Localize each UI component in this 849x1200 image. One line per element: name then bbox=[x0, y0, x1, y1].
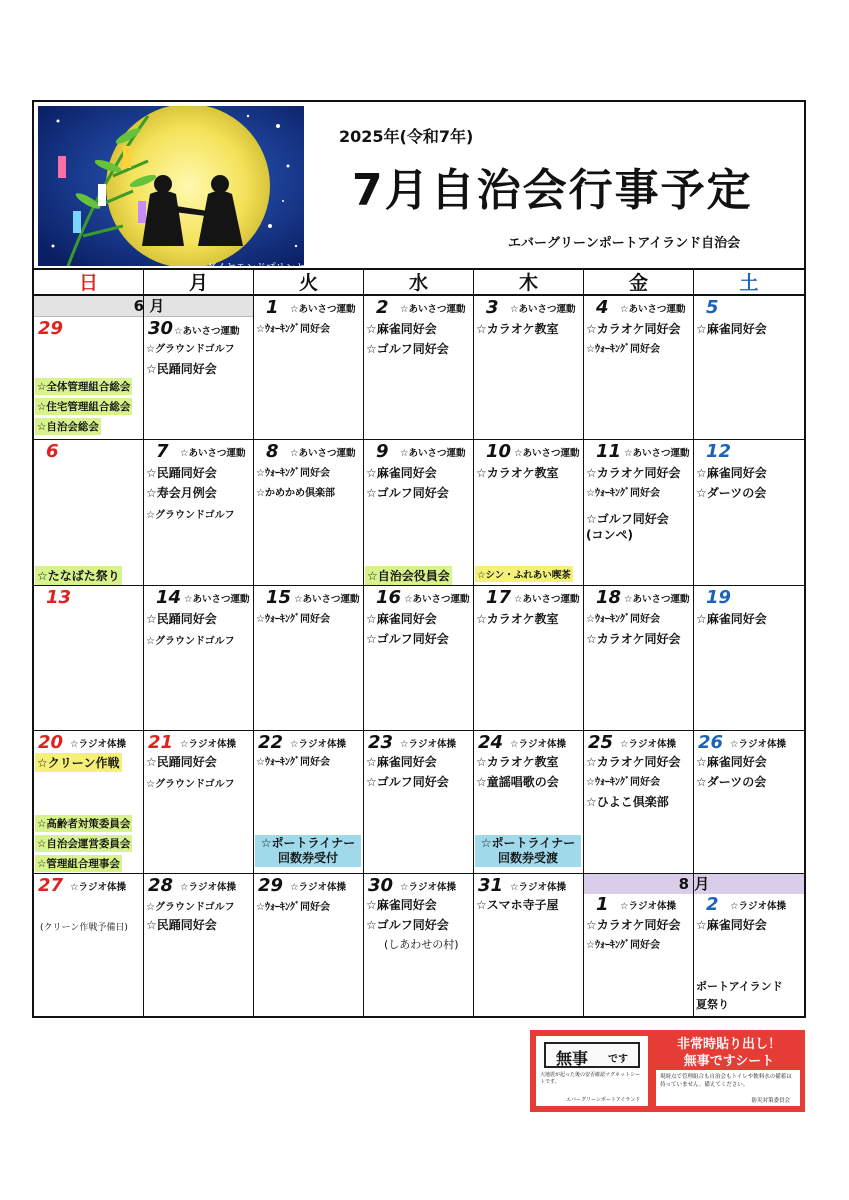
day-number: 3 bbox=[486, 297, 499, 318]
event: ☆ｳｫｰｷﾝｸﾞ同好会 bbox=[256, 757, 330, 768]
event: ☆民踊同好会 bbox=[146, 362, 217, 376]
event: ☆カラオケ教室 bbox=[476, 466, 559, 480]
event-note: ☆ラジオ体操 bbox=[180, 739, 237, 750]
event-note: ☆あいさつ運動 bbox=[514, 594, 580, 605]
calendar-frame bbox=[32, 100, 806, 1018]
event-note: ☆あいさつ運動 bbox=[510, 304, 576, 315]
event-note: ☆あいさつ運動 bbox=[620, 304, 686, 315]
event: ☆グラウンドゴルフ bbox=[146, 779, 235, 790]
day-cell[interactable] bbox=[364, 296, 474, 440]
day-cell[interactable] bbox=[254, 586, 364, 731]
event-note: ☆あいさつ運動 bbox=[624, 594, 690, 605]
june-label: 6 月 bbox=[133, 297, 165, 315]
event-note: ☆あいさつ運動 bbox=[400, 304, 466, 315]
event: ☆カラオケ同好会 bbox=[586, 466, 681, 480]
event: ☆グラウンドゴルフ bbox=[146, 636, 235, 647]
day-cell[interactable] bbox=[474, 440, 584, 586]
event: ☆ｳｫｰｷﾝｸﾞ同好会 bbox=[256, 468, 330, 479]
day-cell[interactable] bbox=[694, 586, 804, 731]
event: ☆ｳｫｰｷﾝｸﾞ同好会 bbox=[586, 614, 660, 625]
event: ポートアイランド bbox=[696, 980, 783, 993]
event: ☆麻雀同好会 bbox=[366, 322, 437, 336]
day-cell[interactable] bbox=[34, 440, 144, 586]
event: (しあわせの村) bbox=[384, 938, 459, 951]
day-cell[interactable] bbox=[694, 731, 804, 874]
event: ☆カラオケ教室 bbox=[476, 322, 559, 336]
header bbox=[34, 102, 804, 274]
event: ☆カラオケ同好会 bbox=[586, 755, 681, 769]
event: ☆麻雀同好会 bbox=[696, 322, 767, 336]
weekday-header bbox=[34, 268, 804, 296]
event-note: ☆あいさつ運動 bbox=[184, 594, 250, 605]
sticker-badge bbox=[544, 1042, 640, 1068]
event: 夏祭り bbox=[696, 998, 729, 1011]
day-cell[interactable] bbox=[254, 874, 364, 1018]
event: ☆麻雀同好会 bbox=[696, 918, 767, 932]
day-number: 8 bbox=[266, 441, 279, 462]
event-highlight: ☆自治会総会 bbox=[35, 418, 101, 435]
day-number: 17 bbox=[486, 587, 512, 608]
event: ☆かめかめ倶楽部 bbox=[256, 488, 335, 499]
day-cell[interactable] bbox=[144, 731, 254, 874]
day-number: 6 bbox=[46, 441, 59, 462]
event: ☆ｳｫｰｷﾝｸﾞ同好会 bbox=[256, 614, 330, 625]
event: ☆童謡唱歌の会 bbox=[476, 775, 559, 789]
event: ☆ゴルフ同好会 bbox=[366, 632, 449, 646]
event: ☆麻雀同好会 bbox=[696, 612, 767, 626]
event: ☆麻雀同好会 bbox=[366, 466, 437, 480]
day-number: 22 bbox=[258, 732, 284, 753]
event-note: ☆ラジオ体操 bbox=[620, 901, 677, 912]
day-number: 14 bbox=[156, 587, 182, 608]
day-number: 30 bbox=[148, 318, 174, 339]
event-note: ☆あいさつ運動 bbox=[404, 594, 470, 605]
sticker-left-text: 大地震が起った後の安否確認マグネットシートです。 bbox=[540, 1072, 640, 1085]
event: ☆麻雀同好会 bbox=[366, 612, 437, 626]
day-cell[interactable] bbox=[584, 440, 694, 586]
august-label: 8 月 bbox=[678, 875, 710, 893]
day-cell[interactable] bbox=[694, 440, 804, 586]
day-number: 10 bbox=[486, 441, 512, 462]
day-cell[interactable] bbox=[694, 874, 804, 1018]
day-cell[interactable] bbox=[34, 586, 144, 731]
day-number: 25 bbox=[588, 732, 614, 753]
event: (コンペ) bbox=[586, 528, 633, 542]
day-cell[interactable] bbox=[34, 731, 144, 874]
event: ☆カラオケ同好会 bbox=[586, 632, 681, 646]
event-note: ☆ラジオ体操 bbox=[400, 882, 457, 893]
event: ☆麻雀同好会 bbox=[366, 898, 437, 912]
day-number: 28 bbox=[148, 875, 174, 896]
event: ☆カラオケ教室 bbox=[476, 612, 559, 626]
day-number: 2 bbox=[706, 894, 719, 915]
event: ☆スマホ寺子屋 bbox=[476, 898, 559, 912]
week-4 bbox=[34, 731, 804, 874]
sticker-left-org: エバーグリーンポートアイランド bbox=[566, 1097, 641, 1103]
organization-name: エバーグリーンポートアイランド自治会 bbox=[508, 236, 741, 251]
day-cell[interactable] bbox=[584, 586, 694, 731]
day-number: 16 bbox=[376, 587, 402, 608]
event: ☆ゴルフ同好会 bbox=[366, 775, 449, 789]
event: ☆民踊同好会 bbox=[146, 466, 217, 480]
day-cell[interactable] bbox=[34, 874, 144, 1018]
event: ☆ｳｫｰｷﾝｸﾞ同好会 bbox=[256, 902, 330, 913]
event-highlight: ☆自治会役員会 bbox=[365, 566, 452, 585]
safety-sticker bbox=[530, 1030, 805, 1112]
day-number: 1 bbox=[596, 894, 609, 915]
day-cell[interactable] bbox=[474, 731, 584, 874]
event: ☆麻雀同好会 bbox=[696, 755, 767, 769]
day-cell[interactable] bbox=[694, 296, 804, 440]
event-note: ☆ラジオ体操 bbox=[180, 882, 237, 893]
day-number: 30 bbox=[368, 875, 394, 896]
day-cell[interactable] bbox=[144, 440, 254, 586]
sticker-right-text: 現時点で管理組合も自治会もトイレや飲料水の備蓄は持っていません。備えてください。 bbox=[660, 1074, 792, 1088]
day-cell[interactable] bbox=[144, 874, 254, 1018]
day-number: 11 bbox=[596, 441, 622, 462]
day-number: 12 bbox=[706, 441, 732, 462]
event-note: ☆ラジオ体操 bbox=[620, 739, 677, 750]
event: ☆ｳｫｰｷﾝｸﾞ同好会 bbox=[586, 488, 660, 499]
day-cell[interactable] bbox=[364, 586, 474, 731]
weekday-tue: 火 bbox=[254, 270, 364, 296]
week-2 bbox=[34, 440, 804, 586]
event-highlight: ☆自治会運営委員会 bbox=[35, 835, 132, 852]
sticker-badge-suffix: です bbox=[608, 1054, 628, 1065]
event: ☆ゴルフ同好会 bbox=[586, 512, 669, 526]
day-cell[interactable] bbox=[254, 731, 364, 874]
event: ☆グラウンドゴルフ bbox=[146, 510, 235, 521]
day-number: 29 bbox=[38, 318, 64, 339]
event-note: ☆ラジオ体操 bbox=[70, 882, 127, 893]
calendar-grid bbox=[34, 268, 804, 1018]
event-note: ☆ラジオ体操 bbox=[70, 739, 127, 750]
sticker-right-panel bbox=[656, 1070, 800, 1106]
day-cell[interactable] bbox=[474, 874, 584, 1018]
weekday-mon: 月 bbox=[144, 270, 254, 296]
year-label: 2025年(令和7年) bbox=[339, 127, 474, 146]
event: ☆ｳｫｰｷﾝｸﾞ同好会 bbox=[586, 940, 660, 951]
event-note: ☆あいさつ運動 bbox=[290, 304, 356, 315]
event: ☆カラオケ同好会 bbox=[586, 918, 681, 932]
weekday-thu: 木 bbox=[474, 270, 584, 296]
event: ☆民踊同好会 bbox=[146, 612, 217, 626]
event-highlight: ☆たなばた祭り bbox=[35, 566, 122, 585]
weekday-fri: 金 bbox=[584, 270, 694, 296]
day-number: 23 bbox=[368, 732, 394, 753]
event: (クリーン作戦予備日) bbox=[40, 923, 128, 933]
day-cell[interactable] bbox=[364, 440, 474, 586]
event: ☆グラウンドゴルフ bbox=[146, 344, 235, 355]
day-number: 24 bbox=[478, 732, 504, 753]
event-note: ☆ラジオ体操 bbox=[510, 739, 567, 750]
event: ☆ｳｫｰｷﾝｸﾞ同好会 bbox=[586, 777, 660, 788]
event: ☆民踊同好会 bbox=[146, 755, 217, 769]
event: ☆ｳｫｰｷﾝｸﾞ同好会 bbox=[586, 344, 660, 355]
event: ☆ゴルフ同好会 bbox=[366, 342, 449, 356]
event-highlight: ☆管理組合理事会 bbox=[35, 855, 122, 872]
event-note: ☆あいさつ運動 bbox=[294, 594, 360, 605]
page-title: 7月自治会行事予定 bbox=[352, 165, 753, 216]
day-number: 1 bbox=[266, 297, 279, 318]
event-note: ☆ラジオ体操 bbox=[510, 882, 567, 893]
event-note: ☆あいさつ運動 bbox=[514, 448, 580, 459]
day-cell[interactable] bbox=[144, 586, 254, 731]
day-cell[interactable] bbox=[364, 731, 474, 874]
day-number: 2 bbox=[376, 297, 389, 318]
day-cell[interactable] bbox=[34, 296, 144, 440]
day-cell[interactable] bbox=[584, 296, 694, 440]
day-number: 9 bbox=[376, 441, 389, 462]
event-note: ☆ラジオ体操 bbox=[730, 901, 787, 912]
day-number: 15 bbox=[266, 587, 292, 608]
sticker-badge-title: 無事 bbox=[556, 1049, 589, 1068]
event-highlight: ☆ポートライナー回数券受渡 bbox=[475, 835, 581, 867]
day-number: 29 bbox=[258, 875, 284, 896]
week-1 bbox=[34, 296, 804, 440]
event: ☆カラオケ同好会 bbox=[586, 322, 681, 336]
image-caption: ダイヤモンドプリンセス bbox=[206, 263, 316, 274]
event-highlight: ☆ポートライナー回数券受付 bbox=[255, 835, 361, 867]
day-number: 27 bbox=[38, 875, 64, 896]
day-cell[interactable] bbox=[584, 731, 694, 874]
day-cell[interactable] bbox=[474, 586, 584, 731]
event-note: ☆あいさつ運動 bbox=[180, 448, 246, 459]
event: ☆麻雀同好会 bbox=[366, 755, 437, 769]
weekday-sat: 土 bbox=[739, 272, 759, 294]
event: ☆寿会月例会 bbox=[146, 486, 217, 500]
event: ☆ゴルフ同好会 bbox=[366, 486, 449, 500]
day-cell[interactable] bbox=[254, 440, 364, 586]
event-note: ☆ラジオ体操 bbox=[400, 739, 457, 750]
day-number: 26 bbox=[698, 732, 724, 753]
day-cell[interactable] bbox=[144, 296, 254, 440]
event: ☆ひよこ倶楽部 bbox=[586, 795, 669, 809]
event: ☆民踊同好会 bbox=[146, 918, 217, 932]
event-highlight: ☆高齢者対策委員会 bbox=[35, 815, 132, 832]
day-number: 4 bbox=[596, 297, 609, 318]
day-cell[interactable] bbox=[474, 296, 584, 440]
day-number: 13 bbox=[46, 587, 72, 608]
event-highlight: ☆クリーン作戦 bbox=[35, 753, 122, 772]
event-highlight: ☆シン・ふれあい喫茶 bbox=[475, 566, 573, 582]
event-note: ☆あいさつ運動 bbox=[624, 448, 690, 459]
event-note: ☆ラジオ体操 bbox=[730, 739, 787, 750]
sticker-headline-2: 無事ですシート bbox=[683, 1054, 775, 1069]
event: ☆麻雀同好会 bbox=[696, 466, 767, 480]
event: ☆ｳｫｰｷﾝｸﾞ同好会 bbox=[256, 324, 330, 335]
day-number: 5 bbox=[706, 297, 719, 318]
event-note: ☆あいさつ運動 bbox=[290, 448, 356, 459]
event-note: ☆ラジオ体操 bbox=[290, 739, 347, 750]
tanabata-illustration bbox=[38, 106, 304, 266]
weekday-sun: 日 bbox=[34, 270, 144, 296]
event-note: ☆あいさつ運動 bbox=[174, 326, 240, 337]
event: ☆グラウンドゴルフ bbox=[146, 902, 235, 913]
day-number: 7 bbox=[156, 441, 169, 462]
event-highlight: ☆住宅管理組合総会 bbox=[35, 398, 132, 415]
day-number: 31 bbox=[478, 875, 504, 896]
event: ☆ゴルフ同好会 bbox=[366, 918, 449, 932]
week-3 bbox=[34, 586, 804, 731]
day-cell[interactable] bbox=[584, 874, 694, 1018]
weekday-wed: 水 bbox=[364, 270, 474, 296]
event: ☆カラオケ教室 bbox=[476, 755, 559, 769]
day-number: 18 bbox=[596, 587, 622, 608]
event: ☆ダーツの会 bbox=[696, 775, 767, 789]
day-cell[interactable] bbox=[364, 874, 474, 1018]
day-number: 19 bbox=[706, 587, 732, 608]
event-highlight: ☆全体管理組合総会 bbox=[35, 378, 132, 395]
sticker-right-org: 防災対策委員会 bbox=[751, 1098, 790, 1104]
event: ☆ダーツの会 bbox=[696, 486, 767, 500]
day-number: 21 bbox=[148, 732, 174, 753]
week-5 bbox=[34, 874, 804, 1018]
sticker-headline-1: 非常時貼り出し！ bbox=[676, 1037, 781, 1052]
event-note: ☆ラジオ体操 bbox=[290, 882, 347, 893]
sticker-left-panel bbox=[536, 1036, 648, 1106]
day-cell[interactable] bbox=[254, 296, 364, 440]
event-note: ☆あいさつ運動 bbox=[400, 448, 466, 459]
day-number: 20 bbox=[38, 732, 64, 753]
